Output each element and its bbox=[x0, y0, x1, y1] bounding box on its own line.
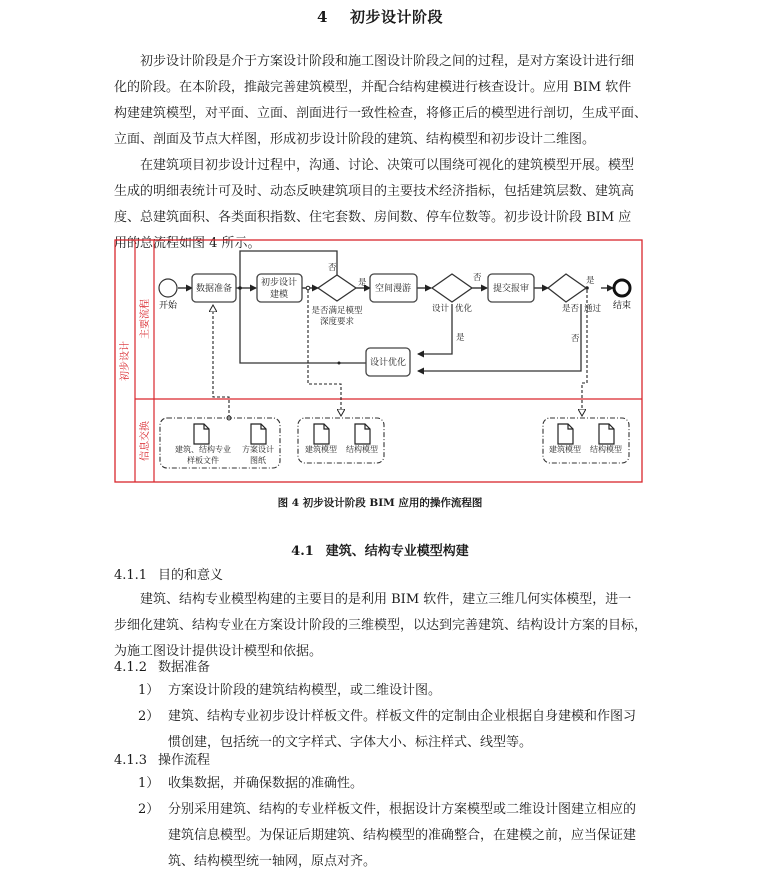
subsection-heading-4-1-3 bbox=[114, 751, 210, 771]
artifact-label: 结构模型 bbox=[346, 445, 378, 454]
section-title: 建筑、结构专业模型构建 bbox=[325, 544, 469, 559]
text-line: 初步设计阶段是介于方案设计阶段和施工图设计阶段之间的过程，是对方案设计进行细 bbox=[140, 54, 635, 69]
flow-no-g3 bbox=[418, 304, 581, 371]
section-heading bbox=[0, 540, 760, 559]
gateway-depth-label-1: 是否满足模型 bbox=[311, 306, 363, 316]
text-line: 立面、剖面及节点大样图，形成初步设计阶段的建筑、结构模型和初步设计二维图。 bbox=[114, 132, 596, 147]
text-line: 度、总建筑面积、各类面积指数、住宅套数、房间数、停车位数等。初步设计阶段 BIM 应 bbox=[114, 210, 632, 225]
subsection-heading-4-1-1 bbox=[114, 566, 223, 586]
subsection-title: 目的和意义 bbox=[158, 568, 224, 583]
task-submit-label: 提交报审 bbox=[492, 284, 530, 294]
flow-label-yes: 是 bbox=[358, 278, 367, 288]
gateway-optimize-label-left: 设计 bbox=[431, 304, 449, 314]
text-line: 步细化建筑、结构专业在方案设计阶段的三维模型，以达到完善建筑、结构设计方案的目标， bbox=[114, 618, 648, 633]
list-text: 筑、结构模型统一轴网，原点对齐。 bbox=[168, 854, 377, 869]
subsection-number: 4.1.1 bbox=[114, 568, 148, 583]
list-item bbox=[138, 771, 648, 797]
subsection-number: 4.1.2 bbox=[114, 660, 148, 675]
chapter-title: 初步设计阶段 bbox=[349, 8, 443, 26]
figure-caption: 图 4 初步设计阶段 BIM 应用的操作流程图 bbox=[277, 497, 483, 509]
purpose-paragraph bbox=[114, 587, 648, 665]
document-icon bbox=[355, 424, 370, 444]
artifact-label: 建筑模型 bbox=[549, 445, 581, 454]
text-line: 建筑、结构专业模型构建的主要目的是利用 BIM 软件，建立三维几何实体模型，进一 bbox=[140, 592, 632, 607]
artifact-label: 结构模型 bbox=[590, 445, 622, 454]
flow-label-no: 否 bbox=[571, 334, 580, 344]
task-roaming-label: 空间漫游 bbox=[374, 284, 412, 294]
section-number: 4.1 bbox=[291, 544, 314, 559]
artifact-group-models bbox=[298, 418, 384, 463]
end-label: 结束 bbox=[612, 301, 632, 311]
text-line: 生成的明细表统计可及时、动态反映建筑项目的主要技术经济指标，包括建筑层数、建筑高 bbox=[114, 184, 635, 199]
flow-label-no: 否 bbox=[328, 263, 337, 273]
list-text: 分别采用建筑、结构的专业样板文件，根据设计方案模型或二维设计图建立相应的 bbox=[168, 802, 637, 817]
gateway-depth-label-2: 深度要求 bbox=[319, 317, 355, 327]
task-optimize-label: 设计优化 bbox=[369, 358, 407, 368]
subsection-number: 4.1.3 bbox=[114, 753, 148, 768]
flow-label-yes: 是 bbox=[586, 276, 595, 286]
list-text: 方案设计阶段的建筑结构模型，或二维设计图。 bbox=[168, 683, 442, 698]
lane-label-main: 主要流程 bbox=[140, 299, 151, 339]
list-text: 收集数据，并确保数据的准确性。 bbox=[168, 776, 364, 791]
text-line: 构建建筑模型，对平面、立面、剖面进行一致性检查，将修正后的模型进行剖切，生成平面、 bbox=[114, 106, 648, 121]
gateway-approval-label-left: 是否 bbox=[561, 304, 579, 314]
list-text: 建筑、结构专业初步设计样板文件。样板文件的定制由企业根据自身建模和作图习 bbox=[168, 709, 637, 724]
list-text: 惯创建，包括统一的文字样式、字体大小、标注样式、线型等。 bbox=[168, 735, 533, 750]
subsection-heading-4-1-2 bbox=[114, 658, 210, 678]
artifact-label: 图纸 bbox=[250, 456, 266, 465]
list-marker: 2） bbox=[138, 802, 160, 817]
text-line: 在建筑项目初步设计过程中，沟通、讨论、决策可以围绕可视化的建筑模型开展。模型 bbox=[140, 158, 635, 173]
gateway-optimize-label-right: 优化 bbox=[455, 304, 473, 314]
text-line: 用的总流程如图 4 所示。 bbox=[114, 236, 261, 251]
artifact-group-final-models bbox=[543, 418, 629, 463]
association-inputs-to-prep bbox=[213, 305, 229, 418]
document-icon bbox=[558, 424, 573, 444]
gateway-approval-label-right: 通过 bbox=[584, 304, 602, 314]
document-icon bbox=[194, 424, 209, 444]
list-text: 建筑信息模型。为保证后期建筑、结构模型的准确整合，在建模之前，应当保证建 bbox=[168, 828, 637, 843]
document-icon bbox=[599, 424, 614, 444]
list-marker: 1） bbox=[138, 683, 160, 698]
subsection-title: 操作流程 bbox=[158, 753, 211, 768]
gateway-optimize-check bbox=[432, 274, 472, 302]
list-item bbox=[138, 704, 648, 756]
start-label: 开始 bbox=[158, 301, 178, 311]
flow-label-no: 否 bbox=[473, 273, 482, 283]
lane-label-info: 信息交换 bbox=[140, 421, 151, 461]
task-data-prep-label: 数据准备 bbox=[195, 284, 233, 294]
list-item bbox=[138, 678, 648, 704]
artifact-label: 建筑、结构专业 bbox=[175, 445, 231, 454]
text-line: 为施工图设计提供设计模型和依据。 bbox=[114, 644, 323, 659]
flow-label-yes: 是 bbox=[456, 333, 465, 343]
subsection-title: 数据准备 bbox=[158, 660, 211, 675]
pool-label: 初步设计 bbox=[120, 341, 131, 381]
artifact-label: 方案设计 bbox=[242, 445, 274, 454]
task-modeling-label-2: 建模 bbox=[269, 290, 289, 300]
task-modeling-label-1: 初步设计 bbox=[260, 278, 298, 288]
document-icon bbox=[314, 424, 329, 444]
list-item bbox=[138, 797, 648, 875]
list-marker: 1） bbox=[138, 776, 160, 791]
text-line: 化的阶段。在本阶段，推敲完善建筑模型，并配合结构建模进行核查设计。应用 BIM 软件 bbox=[114, 80, 632, 95]
end-event bbox=[614, 280, 630, 296]
list-marker: 2） bbox=[138, 709, 160, 724]
document-icon bbox=[251, 424, 266, 444]
start-event bbox=[159, 279, 177, 297]
gateway-approval-check bbox=[548, 274, 586, 302]
chapter-number: 4 bbox=[317, 8, 328, 26]
gateway-depth-check bbox=[318, 275, 356, 301]
artifact-label: 建筑模型 bbox=[305, 445, 337, 454]
artifact-label: 样板文件 bbox=[187, 456, 219, 465]
